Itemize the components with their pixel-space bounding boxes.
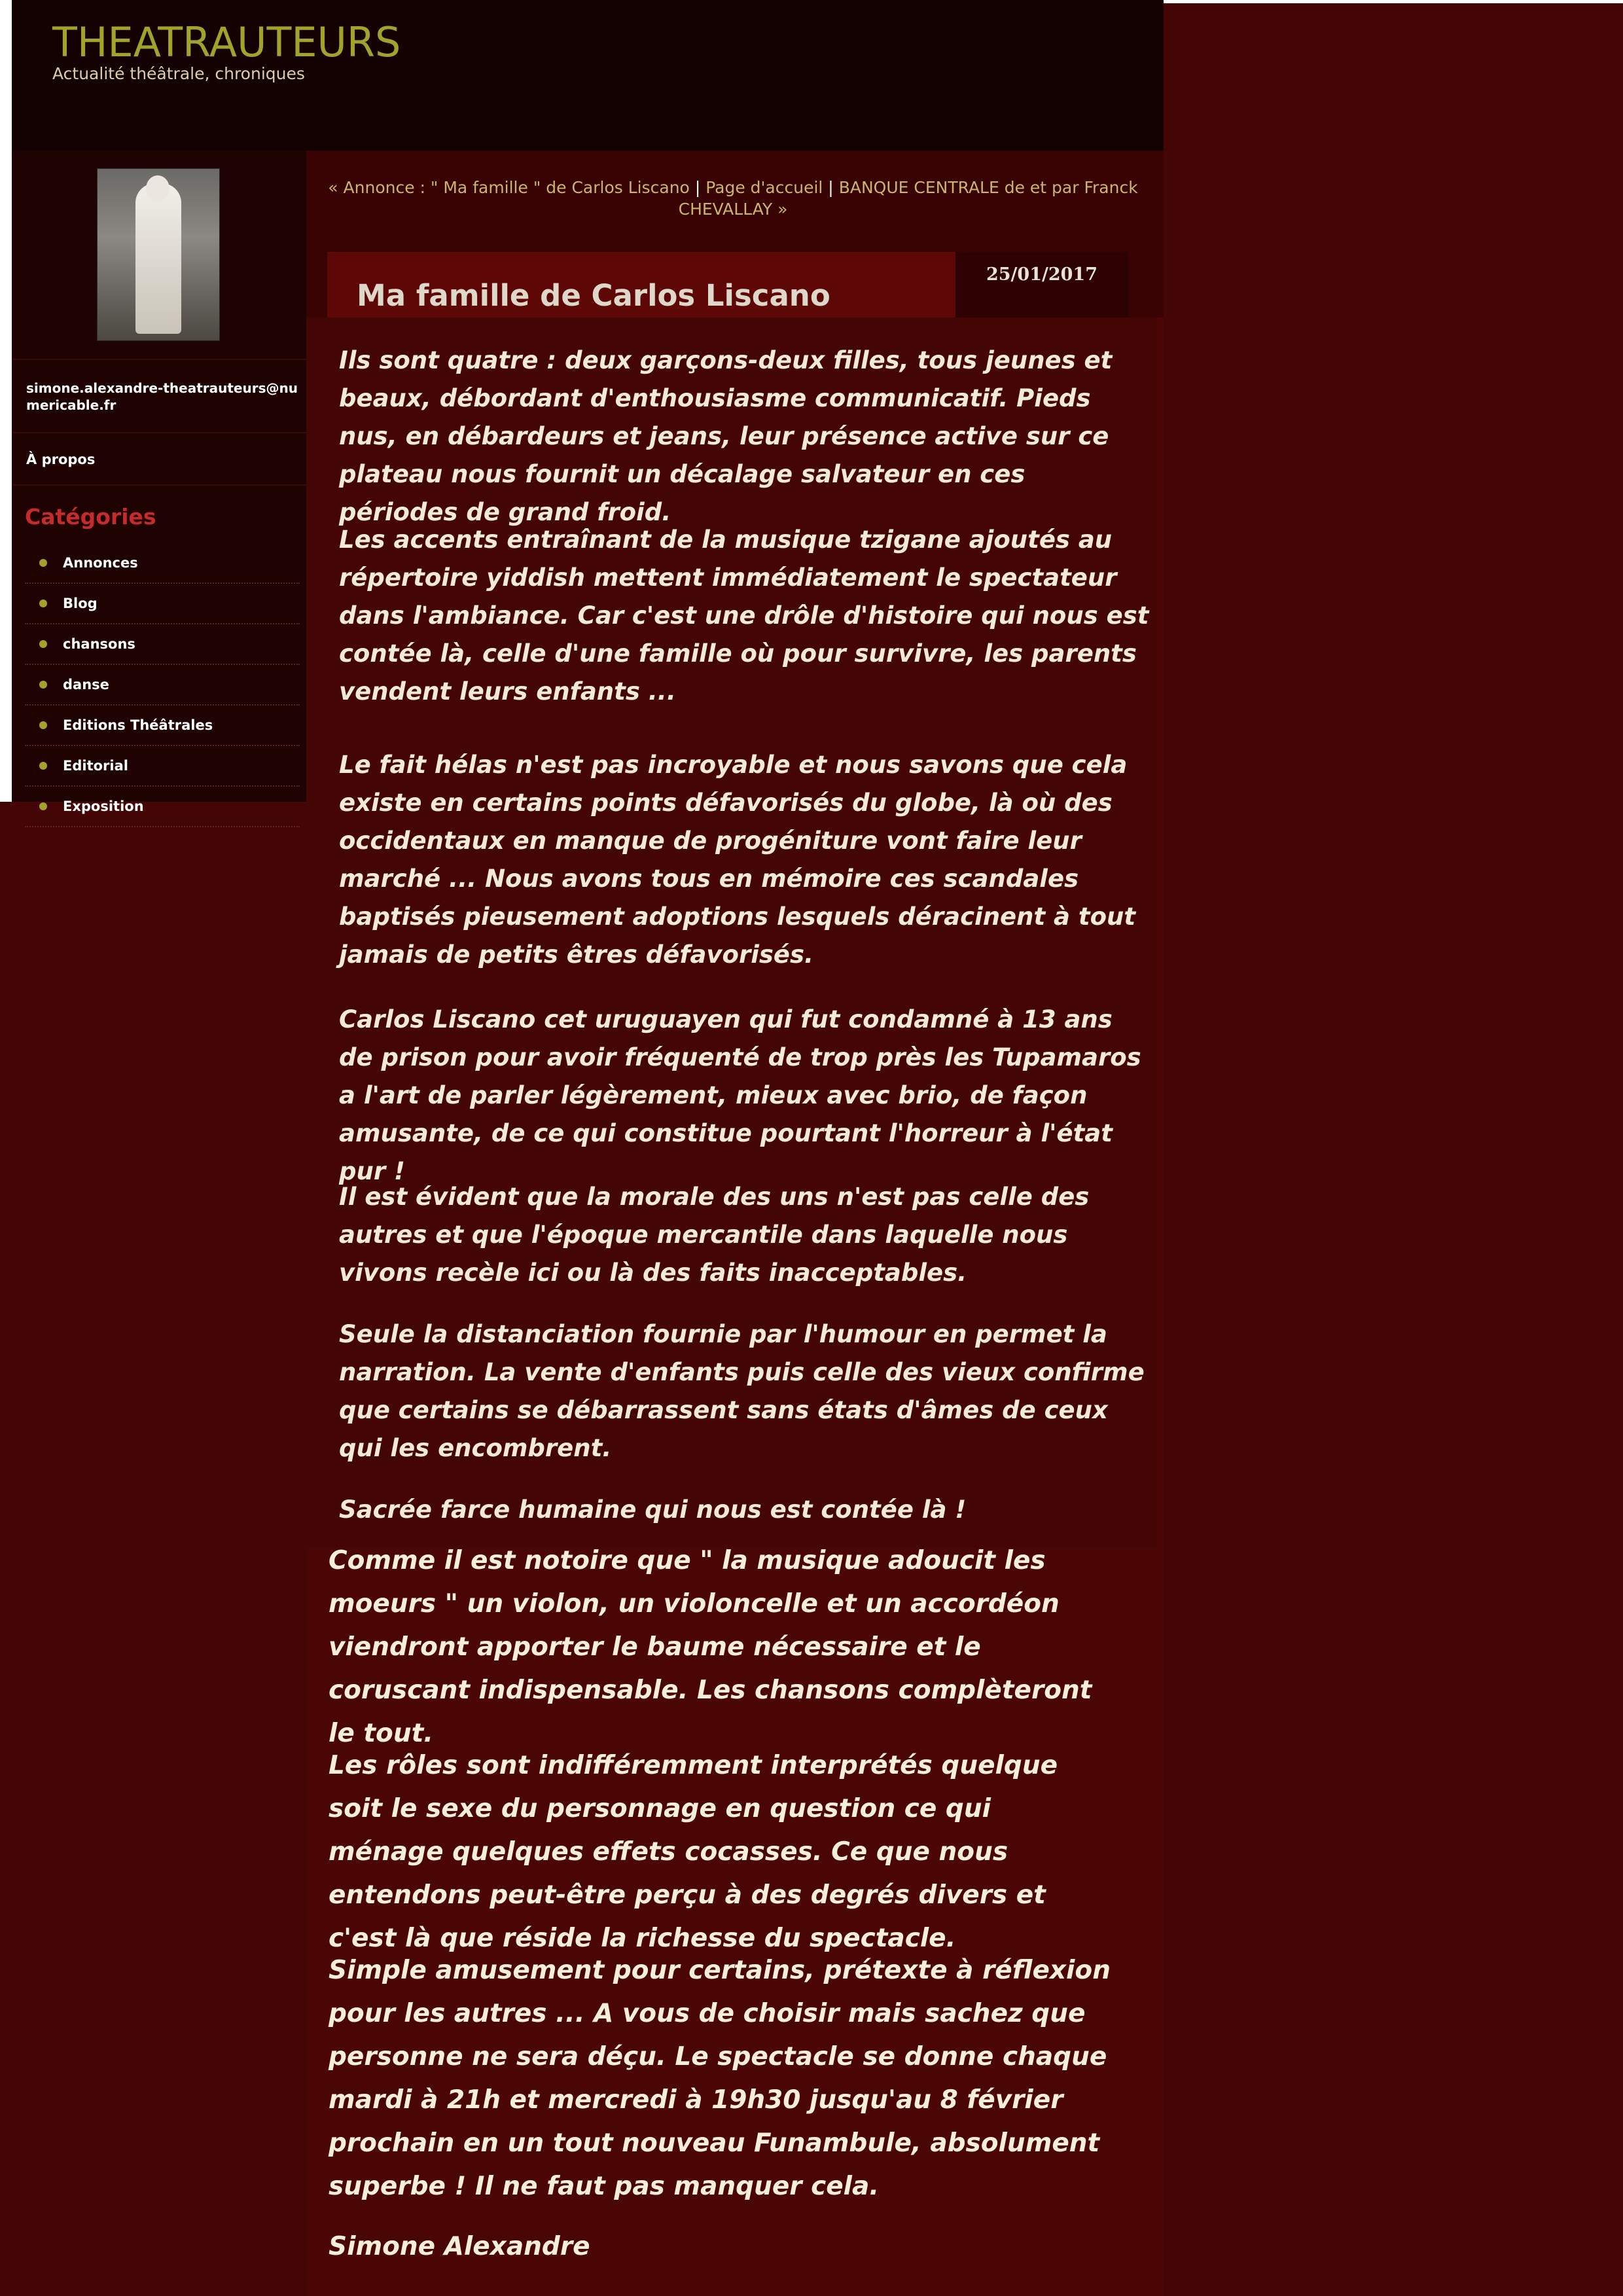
- statue-head: [146, 175, 169, 202]
- category-item-editorial[interactable]: [25, 746, 300, 787]
- category-item-editions-theatrales[interactable]: [25, 706, 300, 746]
- left-margin: [0, 0, 12, 802]
- post-paragraph: Carlos Liscano cet uruguayen qui fut condamné à 13 ans de prison pour avoir fréquenté de trop près les Tupamaros a l'art de parler légèrement, mieux avec brio, de façon amusante, de ce qui constitue pourtant l'horreur à l'état pur !: [339, 1005, 1141, 1185]
- post-paragraph: Le fait hélas n'est pas incroyable et nous savons que cela existe en certains points défavorisés du globe, là où des occidentaux en manque de progéniture vont faire leur marché ... Nous avons tous en mémoire ces scandales baptisés pieusement adoptions lesquels déracinent à tout jamais de petits êtres défavorisés.: [339, 751, 1136, 969]
- post-paragraph: Les accents entraînant de la musique tzigane ajoutés au répertoire yiddish mettent immédiatement le spectateur dans l'ambiance. Car c'est une drôle d'histoire qui nous est contée là, celle d'une famille où pour survivre, les parents vendent leurs enfants ...: [339, 526, 1149, 706]
- category-label: danse: [63, 677, 109, 692]
- page-background-right: [1164, 3, 1623, 2296]
- previous-post-link[interactable]: « Annonce : " Ma famille " de Carlos Liscano: [328, 178, 690, 197]
- post-paragraph: Il est évident que la morale des uns n'est pas celle des autres et que l'époque mercantile dans laquelle nous vivons recèle ici ou là des faits inacceptables.: [339, 1183, 1090, 1287]
- bullet-icon: [39, 600, 47, 607]
- sidebar-divider: [12, 359, 306, 360]
- page-background-left: [0, 802, 308, 2296]
- category-item-exposition[interactable]: [25, 787, 300, 827]
- sidebar-divider: [12, 484, 306, 486]
- bullet-icon: [39, 640, 47, 648]
- statue-figure: [135, 183, 181, 334]
- bullet-icon: [39, 721, 47, 729]
- post-paragraph: Sacrée farce humaine qui nous est contée là !: [339, 1496, 967, 1524]
- sidebar-divider: [12, 432, 306, 433]
- site-tagline: Actualité théâtrale, chroniques: [52, 64, 305, 83]
- home-link[interactable]: Page d'accueil: [705, 178, 823, 197]
- site-title[interactable]: THEATRAUTEURS: [52, 18, 401, 66]
- post-date: 25/01/2017: [986, 264, 1097, 285]
- category-label: chansons: [63, 636, 135, 652]
- post-title: Ma famille de Carlos Liscano: [357, 278, 830, 313]
- sidebar-about-link[interactable]: À propos: [26, 452, 96, 467]
- categories-list: [25, 543, 300, 827]
- category-label: Exposition: [63, 798, 144, 814]
- category-label: Editions Théâtrales: [63, 717, 213, 733]
- bullet-icon: [39, 681, 47, 689]
- post-paragraph: Simple amusement pour certains, prétexte à réflexion pour les autres ... A vous de choisir mais sachez que personne ne sera déçu. Le spectacle se donne chaque mardi à 21h et mercredi à 19h30 jusqu'au 8 février prochain en un tout nouveau Funambule, absolument superbe ! Il ne faut pas manquer cela.: [329, 1956, 1111, 2201]
- category-item-chansons[interactable]: [25, 624, 300, 665]
- sidebar: [12, 151, 306, 814]
- post-paragraph: Comme il est notoire que " la musique adoucit les moeurs " un violon, un violoncelle et un accordéon viendront apporter le baume nécessaire et le coruscant indispensable. Les chansons complèteront le tout.: [329, 1546, 1092, 1748]
- category-item-annonces[interactable]: [25, 543, 300, 584]
- post-date-box: [955, 252, 1128, 317]
- category-label: Editorial: [63, 758, 128, 774]
- category-label: Annonces: [63, 555, 138, 571]
- category-label: Blog: [63, 596, 98, 611]
- category-item-blog[interactable]: [25, 584, 300, 624]
- nav-separator: |: [694, 178, 701, 197]
- categories-title: Catégories: [25, 504, 156, 529]
- post-paragraph: Les rôles sont indifféremment interprétés quelque soit le sexe du personnage en question ce qui ménage quelques effets cocasses. Ce que nous entendons peut-être perçu à des degrés divers et c'est là que réside la richesse du spectacle.: [329, 1751, 1058, 1953]
- bullet-icon: [39, 802, 47, 810]
- nav-separator: |: [828, 178, 834, 197]
- bullet-icon: [39, 559, 47, 567]
- post-navigation: [327, 177, 1139, 220]
- site-header: [12, 0, 1164, 151]
- post-paragraph: Ils sont quatre : deux garçons-deux filles, tous jeunes et beaux, débordant d'enthousiasme communicatif. Pieds nus, en débardeurs et jeans, leur présence active sur ce plateau nous fournit un décalage salvateur en ces périodes de grand froid.: [339, 346, 1113, 526]
- category-item-danse[interactable]: [25, 665, 300, 706]
- statue-image: [97, 168, 220, 341]
- sidebar-email-link[interactable]: simone.alexandre-theatrauteurs@numericable.fr: [26, 380, 298, 413]
- bullet-icon: [39, 762, 47, 770]
- post-paragraph: Seule la distanciation fournie par l'humour en permet la narration. La vente d'enfants puis celle des vieux confirme que certains se débarrassent sans états d'âmes de ceux qui les encombrent.: [339, 1320, 1145, 1462]
- next-post-link[interactable]: BANQUE CENTRALE de et par Franck CHEVALLAY »: [678, 178, 1138, 219]
- post-signature: Simone Alexandre: [329, 2232, 590, 2261]
